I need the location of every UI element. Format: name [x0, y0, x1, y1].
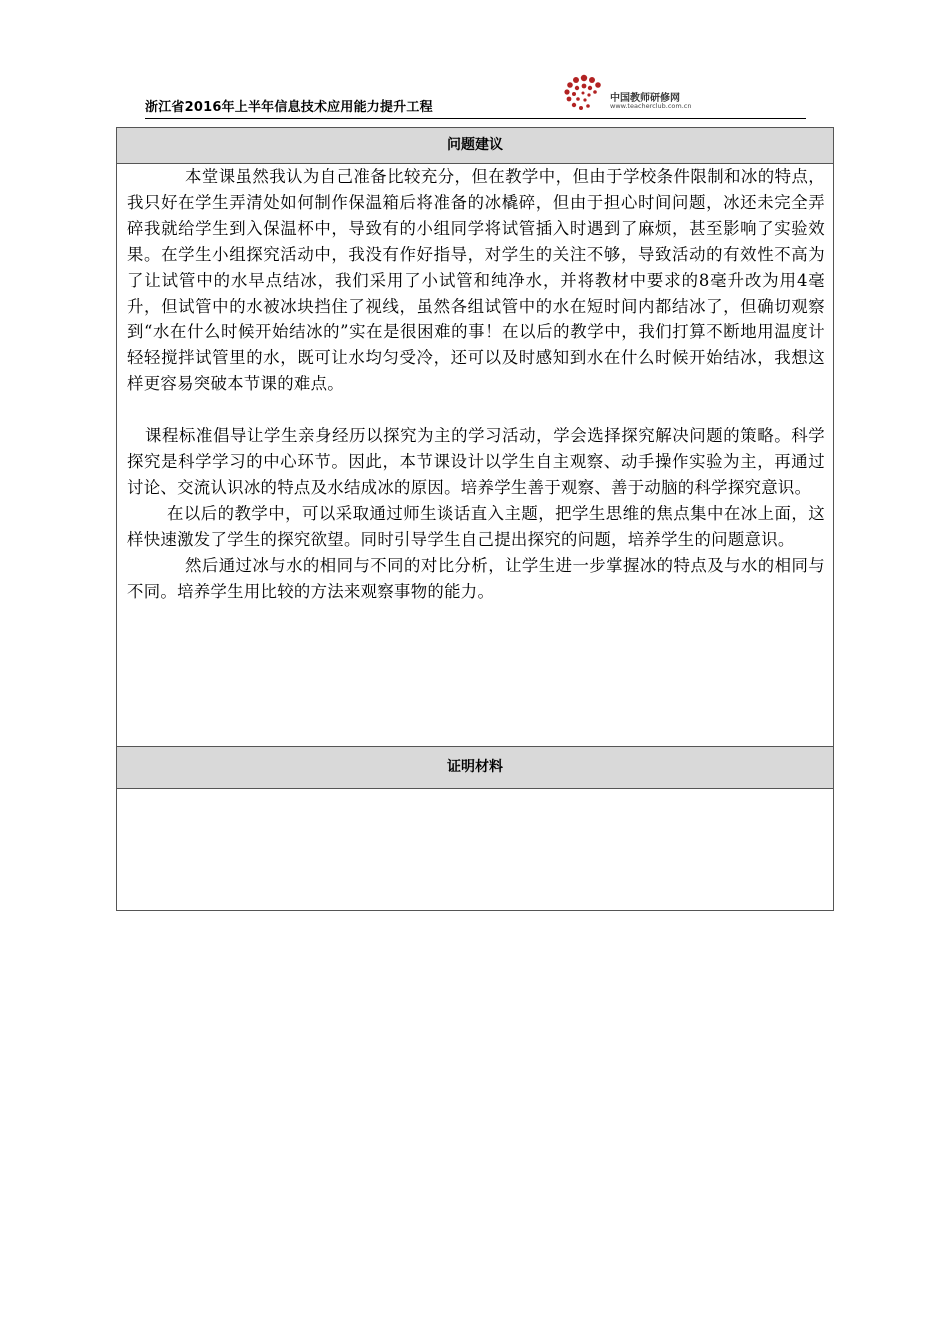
- paragraph-future-teaching: 在以后的教学中，可以采取通过师生谈话直入主题，把学生思维的焦点集中在冰上面，这样快速激发了学生的探究欲望。同时引导学生自己提出探究的问题，培养学生的问题意识。: [127, 503, 825, 549]
- evidence-section-header: 证明材料: [117, 746, 833, 789]
- logo-flower-icon: [560, 72, 608, 114]
- page-title: 浙江省2016年上半年信息技术应用能力提升工程: [145, 100, 433, 115]
- paragraph-curriculum: 课程标准倡导让学生亲身经历以探究为主的学习活动，学会选择探究解决问题的策略。科学探究是科学学习的中心环节。因此，本节课设计以学生自主观察、动手操作实验为主，再通过讨论、交流认识冰的特点及水结成冰的原因。培养学生善于观察、善于动脑的科学探究意识。: [127, 426, 825, 497]
- suggestions-content: [117, 164, 833, 746]
- paragraph-spacer: [127, 397, 825, 423]
- report-form: [116, 127, 834, 911]
- paragraph-reflection: 本堂课虽然我认为自己准备比较充分，但在教学中，但由于学校条件限制和冰的特点，我只好在学生弄清处如何制作保温箱后将准备的冰橇碎，但由于担心时间问题，冰还未完全弄碎我就给学生到入保温杯中，导致有的小组同学将试管插入时遇到了麻烦，甚至影响了实验效果。在学生小组探究活动中，我没有作好指导，对学生的关注不够，导致活动的有效性不高为了让试管中的水早点结冰，我们采用了小试管和纯净水，并将教材中要求的8毫升改为用4毫升，但试管中的水被冰块挡住了视线，虽然各组试管中的水在短时间内都结冰了，但确切观察到“水在什么时候开始结冰的”实在是很困难的事！在以后的教学中，我们打算不断地用温度计轻轻搅拌试管里的水，既可让水均匀受冷，还可以及时感知到水在什么时候开始结冰，我想这样更容易突破本节课的难点。: [127, 167, 825, 394]
- logo-url: www.teacherclub.com.cn: [610, 102, 692, 110]
- teacherclub-logo: [560, 72, 710, 114]
- evidence-content: [117, 789, 833, 910]
- logo-text: 中国教师研修网: [610, 93, 680, 104]
- suggestions-section-header: 问题建议: [117, 128, 833, 164]
- paragraph-comparison: 然后通过冰与水的相同与不同的对比分析，让学生进一步掌握冰的特点及与水的相同与不同。培养学生用比较的方法来观察事物的能力。: [127, 555, 825, 601]
- header-divider: [145, 118, 806, 119]
- page-header: [115, 72, 806, 119]
